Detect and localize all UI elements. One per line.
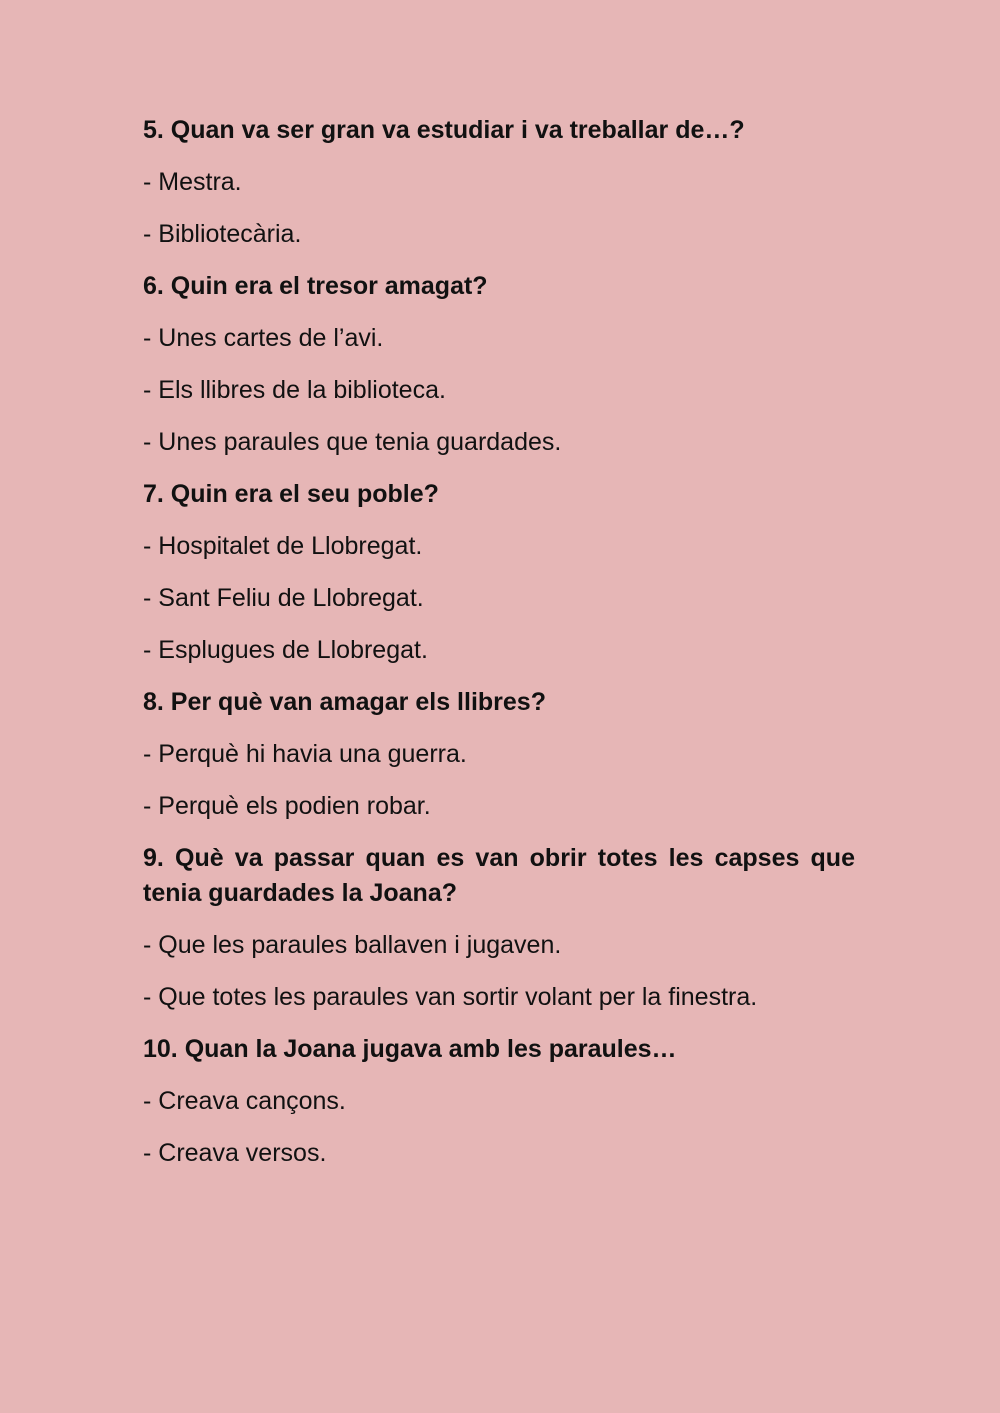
question-6: 6. Quin era el tresor amagat?	[143, 272, 488, 300]
answer-option[interactable]: - Sant Feliu de Llobregat.	[143, 584, 424, 612]
answer-option[interactable]: - Que les paraules ballaven i jugaven.	[143, 931, 562, 959]
answer-option[interactable]: - Unes paraules que tenia guardades.	[143, 428, 562, 456]
question-9: 9. Què va passar quan es van obrir totes les capses que tenia guardades la Joana?	[143, 844, 855, 907]
answer-option[interactable]: - Creava cançons.	[143, 1087, 346, 1115]
answer-option[interactable]: - Esplugues de Llobregat.	[143, 636, 428, 664]
answer-option[interactable]: - Perquè hi havia una guerra.	[143, 740, 467, 768]
answer-option[interactable]: - Creava versos.	[143, 1139, 327, 1167]
answer-option[interactable]: - Els llibres de la biblioteca.	[143, 376, 446, 404]
question-8: 8. Per què van amagar els llibres?	[143, 688, 546, 716]
answer-option[interactable]: - Que totes les paraules van sortir volant per la finestra.	[143, 983, 758, 1011]
answer-option[interactable]: - Bibliotecària.	[143, 220, 302, 248]
answer-option[interactable]: - Unes cartes de l’avi.	[143, 324, 384, 352]
question-5: 5. Quan va ser gran va estudiar i va treballar de…?	[143, 116, 745, 144]
question-10: 10. Quan la Joana jugava amb les paraules…	[143, 1035, 677, 1063]
answer-option[interactable]: - Perquè els podien robar.	[143, 792, 431, 820]
answer-option[interactable]: - Mestra.	[143, 168, 242, 196]
quiz-content	[143, 113, 855, 1188]
question-7: 7. Quin era el seu poble?	[143, 480, 439, 508]
answer-option[interactable]: - Hospitalet de Llobregat.	[143, 532, 423, 560]
